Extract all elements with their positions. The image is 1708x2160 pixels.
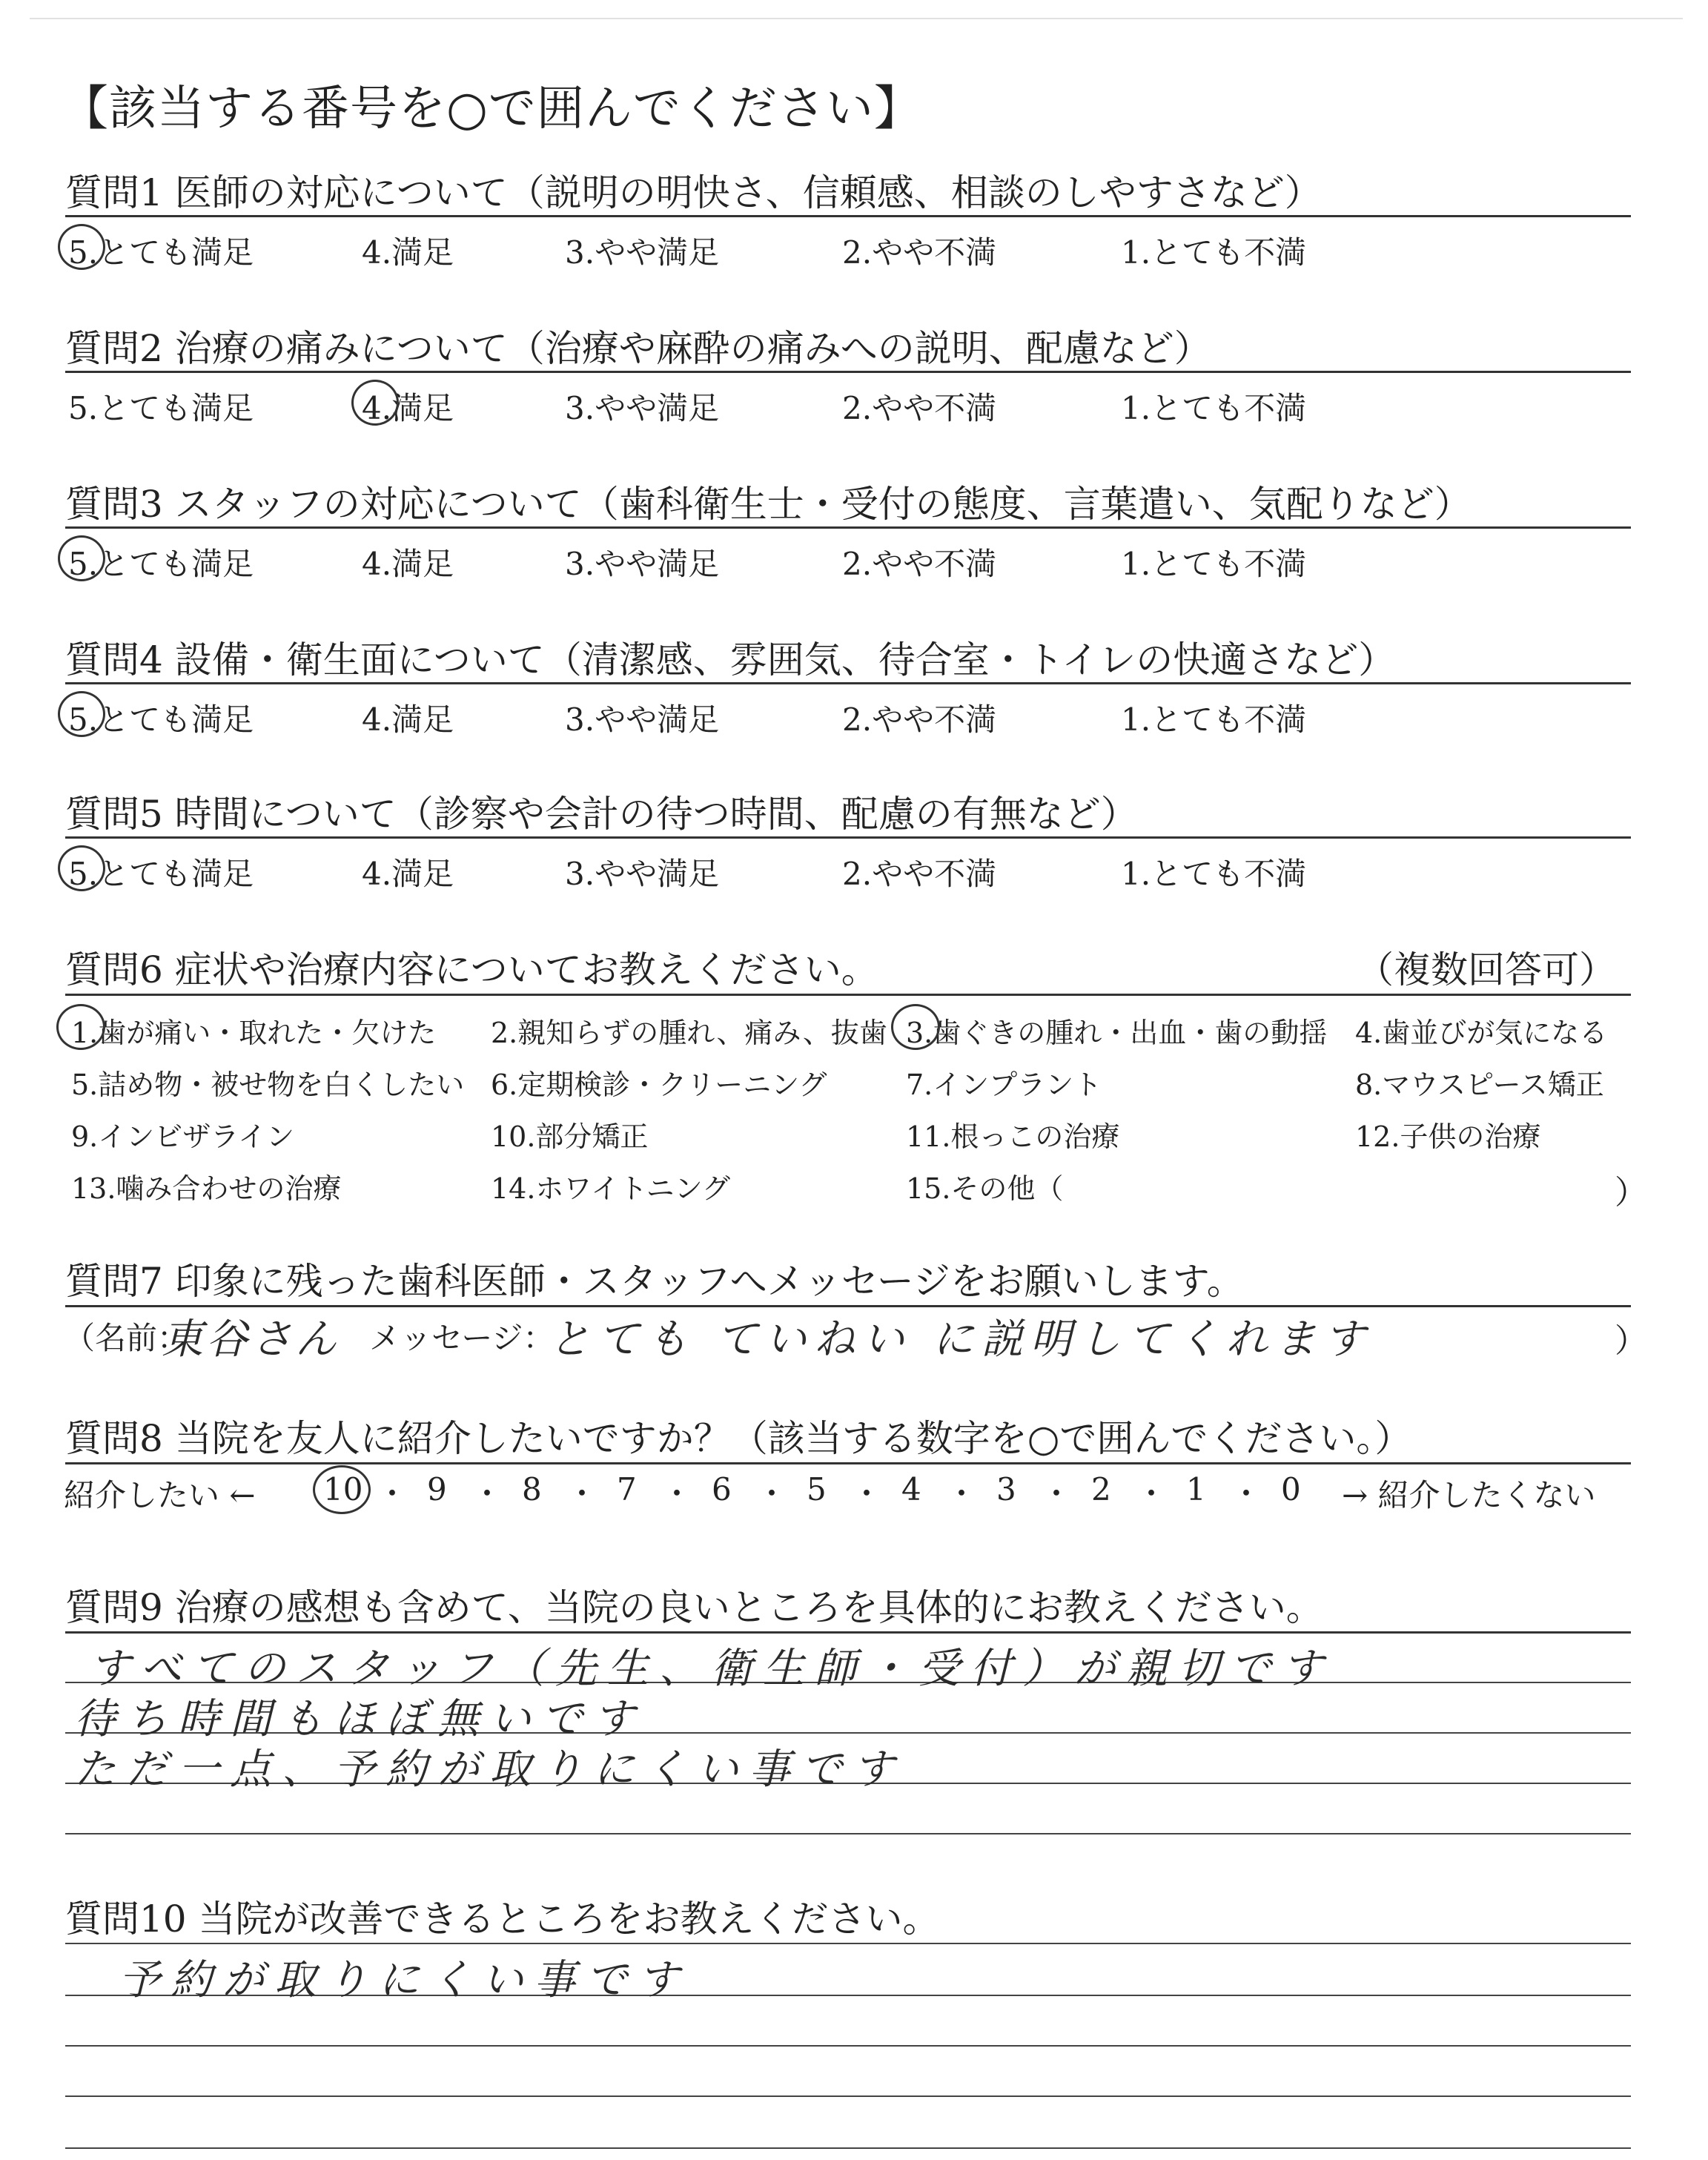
- q2-option-5: 5.とても満足: [68, 390, 254, 426]
- q2-option-4: 4.満足: [362, 390, 454, 426]
- q8-scale-6: 6: [712, 1471, 732, 1507]
- q4-option-1: 1.とても不満: [1121, 701, 1307, 738]
- q2-selected-circle: [351, 380, 399, 426]
- q7-close-paren: ）: [1615, 1322, 1647, 1360]
- q1-option-3: 3.やや満足: [565, 234, 720, 271]
- q4-option-5: 5.とても満足: [68, 701, 254, 738]
- q8-separator-dot: ・: [851, 1476, 883, 1512]
- q5-option-5: 5.とても満足: [68, 856, 254, 892]
- q6-option-11: 11.根っこの治療: [906, 1120, 1120, 1153]
- q8-right-label: → 紹介したくない: [1342, 1477, 1596, 1513]
- q4-title: 質問4 設備・衛生面について（清潔感、雰囲気、待合室・トイレの快適さなど）: [65, 638, 1396, 681]
- q9-writing-line-4: [65, 1833, 1631, 1834]
- q6-selected-circle-3: [891, 1004, 940, 1050]
- q6-rule: [65, 994, 1631, 996]
- q3-rule: [65, 526, 1631, 529]
- q6-option-1: 1.歯が痛い・取れた・欠けた: [71, 1017, 437, 1049]
- q5-rule: [65, 836, 1631, 839]
- q2-rule: [65, 371, 1631, 373]
- q4-selected-circle: [58, 691, 105, 737]
- q3-option-4: 4.満足: [362, 546, 454, 582]
- q1-selected-circle: [58, 224, 105, 270]
- q6-option-9: 9.インビザライン: [71, 1120, 295, 1153]
- q5-option-1: 1.とても不満: [1121, 856, 1307, 892]
- q4-option-3: 3.やや満足: [565, 701, 720, 738]
- q6-selected-circle-1: [56, 1004, 105, 1050]
- q5-option-3: 3.やや満足: [565, 856, 720, 892]
- q10-writing-line-5: [65, 2147, 1631, 2149]
- q6-option-2: 2.親知らずの腫れ、痛み、抜歯: [491, 1017, 887, 1049]
- q8-separator-dot: ・: [1136, 1476, 1168, 1512]
- q8-selected-circle: [313, 1465, 371, 1514]
- q9-handwritten-line-3: ただ一点、予約が取りにくい事です: [74, 1745, 904, 1794]
- q8-left-label: 紹介したい ←: [64, 1477, 256, 1513]
- q6-option-3: 3.歯ぐきの腫れ・出血・歯の動揺: [906, 1017, 1328, 1049]
- q8-scale-9: 9: [427, 1471, 447, 1507]
- q8-scale-2: 2: [1091, 1471, 1111, 1507]
- q8-scale-1: 1: [1186, 1471, 1206, 1507]
- q8-separator-dot: ・: [471, 1476, 503, 1512]
- q6-close-paren: ）: [1615, 1174, 1647, 1212]
- q3-option-1: 1.とても不満: [1121, 546, 1307, 582]
- q8-separator-dot: ・: [756, 1476, 788, 1512]
- q7-title: 質問7 印象に残った歯科医師・スタッフへメッセージをお願いします。: [65, 1260, 1244, 1303]
- q6-option-8: 8.マウスピース矯正: [1355, 1069, 1604, 1101]
- q1-title: 質問1 医師の対応について（説明の明快さ、信頼感、相談のしやすさなど）: [65, 171, 1322, 214]
- q1-option-5: 5.とても満足: [68, 234, 254, 271]
- q5-selected-circle: [58, 845, 105, 891]
- q8-scale-4: 4: [901, 1471, 921, 1507]
- q7-message-value: とても ていねい に説明してくれます: [549, 1315, 1373, 1364]
- q3-option-3: 3.やや満足: [565, 546, 720, 582]
- q6-option-13: 13.噛み合わせの治療: [71, 1172, 342, 1205]
- q6-option-15: 15.その他（: [906, 1172, 1064, 1205]
- q1-option-1: 1.とても不満: [1121, 234, 1307, 271]
- q10-writing-line-4: [65, 2095, 1631, 2097]
- q8-scale-5: 5: [807, 1471, 827, 1507]
- q9-handwritten-line-1: すべてのスタッフ（先生、衛生師・受付）が親切です: [89, 1645, 1334, 1693]
- q6-option-7: 7.インプラント: [906, 1069, 1102, 1101]
- q3-title: 質問3 スタッフの対応について（歯科衛生士・受付の態度、言葉遣い、気配りなど）: [65, 483, 1472, 526]
- q5-option-4: 4.満足: [362, 856, 454, 892]
- q2-title: 質問2 治療の痛みについて（治療や麻酔の痛みへの説明、配慮など）: [65, 327, 1211, 370]
- q8-separator-dot: ・: [946, 1476, 978, 1512]
- q7-message-label: メッセージ：: [369, 1320, 555, 1356]
- q10-writing-line-3: [65, 2045, 1631, 2047]
- q10-title: 質問10 当院が改善できるところをお教えください。: [65, 1898, 940, 1941]
- q8-scale-10: 10: [323, 1471, 363, 1507]
- q6-option-4: 4.歯並びが気になる: [1355, 1017, 1608, 1049]
- q8-separator-dot: ・: [377, 1476, 408, 1512]
- q8-separator-dot: ・: [1231, 1476, 1262, 1512]
- q6-title: 質問6 症状や治療内容についてお教えください。: [65, 948, 878, 991]
- q8-scale-0: 0: [1281, 1471, 1301, 1507]
- q6-option-10: 10.部分矯正: [491, 1120, 649, 1153]
- q6-option-12: 12.子供の治療: [1355, 1120, 1541, 1153]
- q3-option-5: 5.とても満足: [68, 546, 254, 582]
- q9-handwritten-line-2: 待ち時間もほぼ無いです: [74, 1695, 645, 1743]
- q8-title: 質問8 当院を友人に紹介したいですか？（該当する数字を○で囲んでください。）: [65, 1417, 1412, 1460]
- q4-option-4: 4.満足: [362, 701, 454, 738]
- q9-title: 質問9 治療の感想も含めて、当院の良いところを具体的にお教えください。: [65, 1586, 1323, 1629]
- q9-rule: [65, 1631, 1631, 1634]
- q2-option-2: 2.やや不満: [842, 390, 997, 426]
- q4-rule: [65, 682, 1631, 684]
- q8-separator-dot: ・: [1041, 1476, 1073, 1512]
- q3-option-2: 2.やや不満: [842, 546, 997, 582]
- q10-handwritten-line-1: 予約が取りにくい事です: [119, 1956, 689, 2004]
- q1-option-2: 2.やや不満: [842, 234, 997, 271]
- q1-rule: [65, 215, 1631, 217]
- q6-option-5: 5.詰め物・被せ物を白くしたい: [71, 1069, 465, 1101]
- q8-separator-dot: ・: [566, 1476, 598, 1512]
- q2-option-1: 1.とても不満: [1121, 390, 1307, 426]
- q8-scale-7: 7: [617, 1471, 637, 1507]
- q2-option-3: 3.やや満足: [565, 390, 720, 426]
- q8-scale-3: 3: [996, 1471, 1016, 1507]
- scan-edge: [30, 18, 1683, 19]
- q1-option-4: 4.満足: [362, 234, 454, 271]
- q4-option-2: 2.やや不満: [842, 701, 997, 738]
- q7-name-label: （名前：: [64, 1320, 189, 1356]
- q6-option-14: 14.ホワイトニング: [491, 1172, 731, 1205]
- q8-rule: [65, 1462, 1631, 1464]
- q8-separator-dot: ・: [661, 1476, 693, 1512]
- q6-note: （複数回答可）: [1357, 948, 1616, 991]
- q7-name-value: 東谷さん: [162, 1315, 340, 1364]
- q6-option-6: 6.定期検診・クリーニング: [491, 1069, 827, 1101]
- q10-writing-line-1: [65, 1943, 1631, 1944]
- q8-scale-8: 8: [522, 1471, 542, 1507]
- q3-selected-circle: [58, 535, 105, 581]
- page-title: 【該当する番号を○で囲んでください】: [61, 82, 922, 136]
- q5-option-2: 2.やや不満: [842, 856, 997, 892]
- q5-title: 質問5 時間について（診察や会計の待つ時間、配慮の有無など）: [65, 793, 1138, 836]
